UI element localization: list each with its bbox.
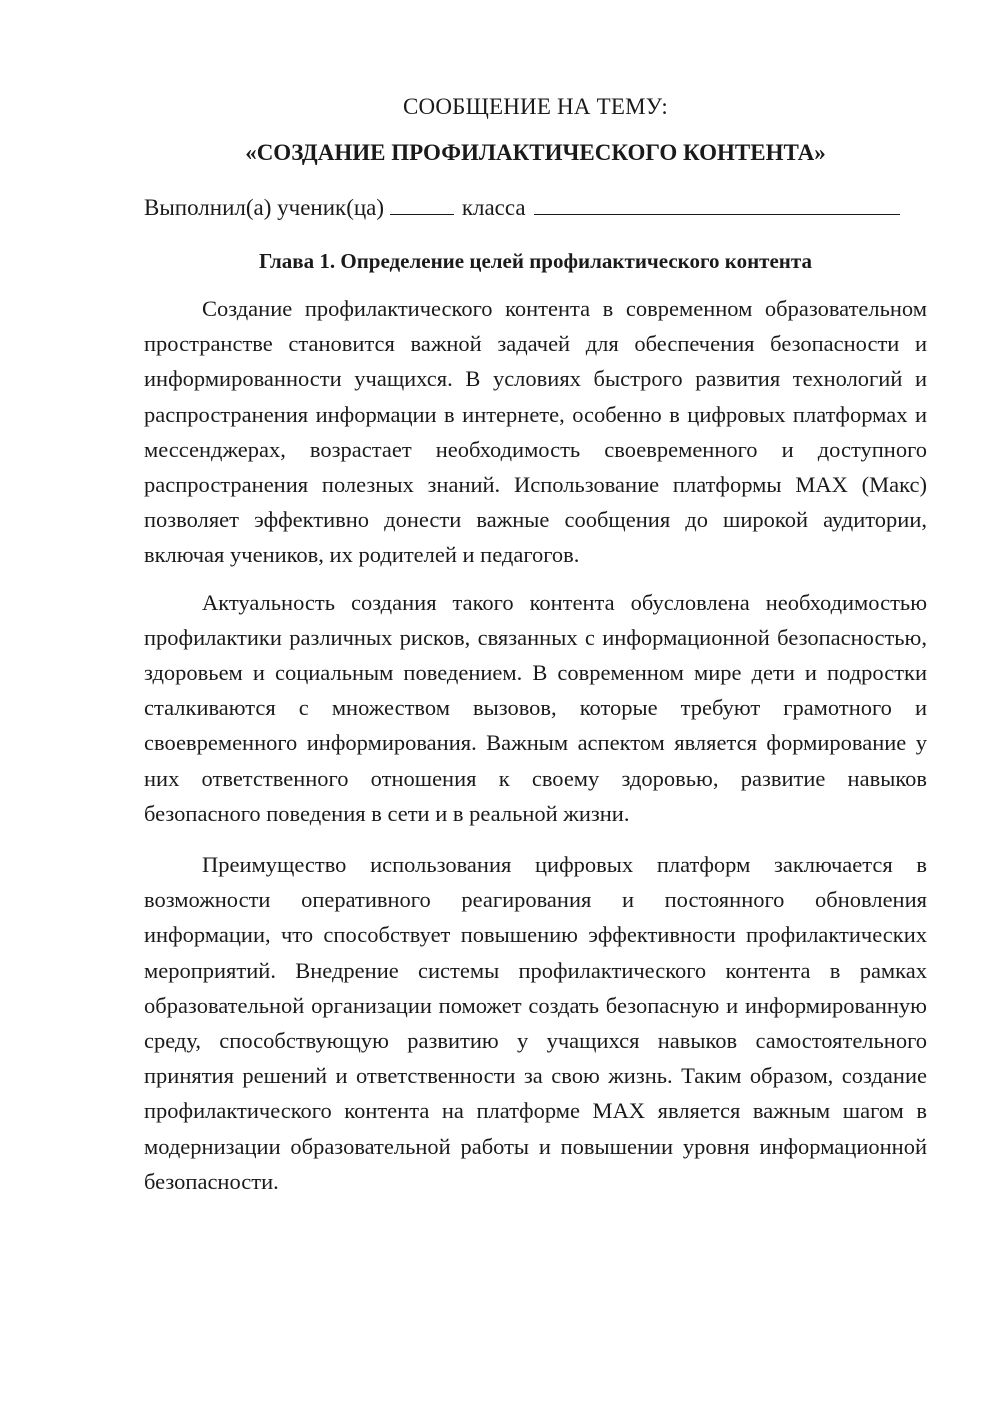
class-number-blank <box>390 192 454 215</box>
document-body <box>144 92 927 1199</box>
chapter-heading: Глава 1. Определение целей профилактического контента <box>259 249 812 273</box>
document-subtitle: «СОЗДАНИЕ ПРОФИЛАКТИЧЕСКОГО КОНТЕНТА» <box>245 140 826 165</box>
author-prefix: Выполнил(а) ученик(ца) <box>144 195 385 220</box>
paragraph: Создание профилактического контента в современном образовательном пространстве становится важной задачей для обеспечения безопасности и информированности учащихся. В условиях быстрого развития технологий и распространения информации в интернете, особенно в цифровых платформах и мессенджерах, возрастает необходимость своевременного и доступного распространения полезных знаний. Использование платформы MAX (Макс) позволяет эффективно донести важные сообщения до широкой аудитории, включая учеников, их родителей и педагогов. <box>144 296 927 568</box>
paragraph: Преимущество использования цифровых платформ заключается в возможности оперативного реагирования и постоянного обновления информации, что способствует повышению эффективности профилактических мероприятий. Внедрение системы профилактического контента в рамках образовательной организации поможет создать безопасную и информированную среду, способствующую развитию у учащихся навыков самостоятельного принятия решений и ответственности за свою жизнь. Таким образом, создание профилактического контента на платформе MAX является важным шагом в модернизации образовательной работы и повышении уровня информационной безопасности. <box>144 852 927 1194</box>
class-label: класса <box>461 195 526 220</box>
author-line <box>144 192 927 223</box>
document-title: СООБЩЕНИЕ НА ТЕМУ: <box>403 94 668 119</box>
paragraph: Актуальность создания такого контента обусловлена необходимостью профилактики различных рисков, связанных с информационной безопасностью, здоровьем и социальным поведением. В современном мире дети и подростки сталкиваются с множеством вызовов, которые требуют грамотного и своевременного информирования. Важным аспектом является формирование у них ответственного отношения к своему здоровью, развитие навыков безопасного поведения в сети и в реальной жизни. <box>144 589 927 826</box>
student-name-blank <box>534 192 900 215</box>
